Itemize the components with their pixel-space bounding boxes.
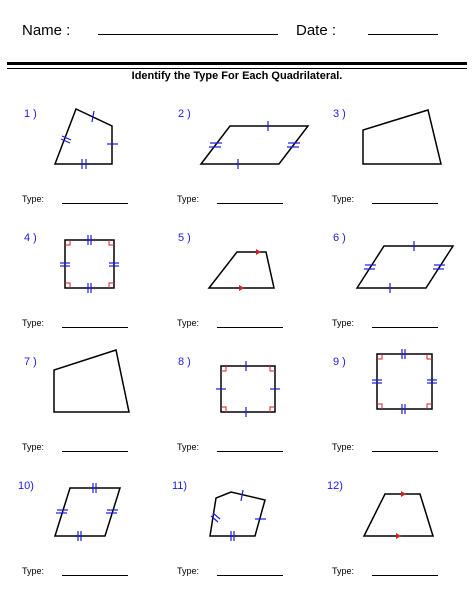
- problem-number-10: 10): [18, 480, 34, 492]
- problem-number-7: 7 ): [24, 356, 37, 368]
- problem-number-12: 12): [327, 480, 343, 492]
- name-label: Name :: [22, 22, 71, 39]
- problem-number-1: 1 ): [24, 108, 37, 120]
- type-label-10: Type:: [22, 566, 45, 576]
- shape-3-quadrilateral: [363, 110, 441, 164]
- shape-5-trapezoid: [209, 252, 274, 288]
- type-label-12: Type:: [332, 566, 355, 576]
- shape-6-rhombus: [357, 246, 453, 288]
- parallel-arrow-12-top: [401, 491, 406, 497]
- parallel-arrow-5-bottom: [239, 285, 244, 291]
- problem-number-8: 8 ): [178, 356, 191, 368]
- type-label-8: Type:: [177, 442, 200, 452]
- type-label-9: Type:: [332, 442, 355, 452]
- date-label: Date :: [296, 22, 337, 39]
- problem-number-2: 2 ): [178, 108, 191, 120]
- type-label-4: Type:: [22, 318, 45, 328]
- type-label-1: Type:: [22, 194, 45, 204]
- type-label-5: Type:: [177, 318, 200, 328]
- parallel-arrow-12-bottom: [396, 533, 401, 539]
- shape-8-rectangle: [221, 366, 275, 412]
- problem-number-11: 11): [172, 480, 188, 492]
- problem-number-5: 5 ): [178, 232, 191, 244]
- type-label-6: Type:: [332, 318, 355, 328]
- problem-number-9: 9 ): [333, 356, 346, 368]
- shape-11-kite: [210, 492, 265, 536]
- type-label-11: Type:: [177, 566, 200, 576]
- shape-9-square: [377, 354, 432, 409]
- instructions-heading: Identify the Type For Each Quadrilateral.: [131, 70, 343, 82]
- shape-10-parallelogram: [55, 488, 120, 536]
- parallel-arrow-5-top: [256, 249, 261, 255]
- shape-12-trapezoid: [364, 494, 433, 536]
- shape-4-square: [65, 240, 114, 288]
- problem-number-4: 4 ): [24, 232, 37, 244]
- type-label-3: Type:: [332, 194, 355, 204]
- shape-2-parallelogram: [201, 126, 308, 164]
- type-label-2: Type:: [177, 194, 200, 204]
- problem-number-6: 6 ): [333, 232, 346, 244]
- shape-7-quadrilateral: [54, 350, 129, 412]
- problem-number-3: 3 ): [333, 108, 346, 120]
- type-label-7: Type:: [22, 442, 45, 452]
